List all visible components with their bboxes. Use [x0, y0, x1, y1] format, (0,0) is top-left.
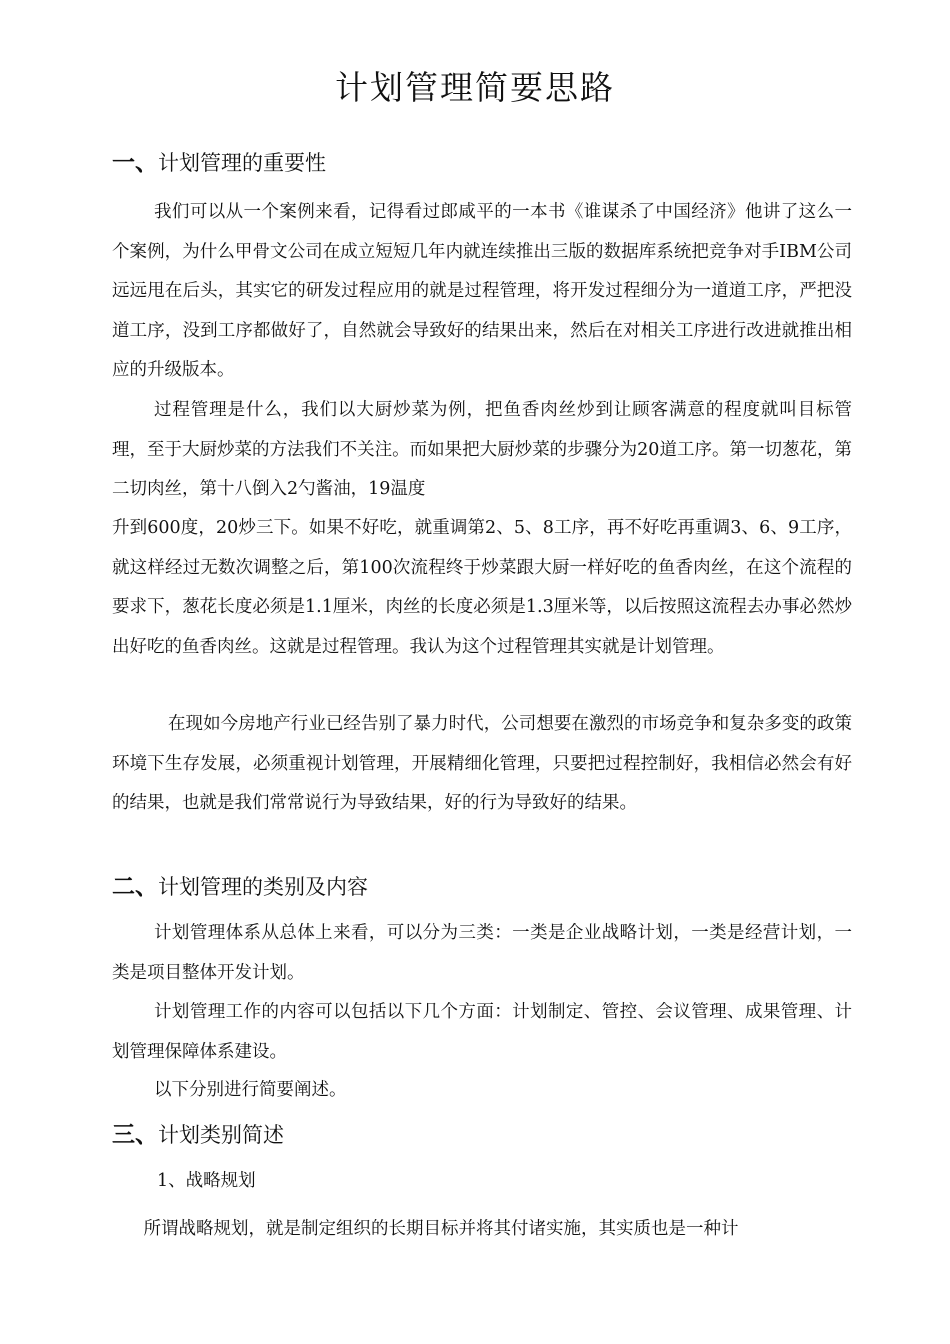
section-heading-3: [112, 1120, 284, 1150]
paragraph: 过程管理是什么，我们以大厨炒菜为例，把鱼香肉丝炒到让顾客满意的程度就叫目标管理，至于大厨炒菜的方法我们不关注。而如果把大厨炒菜的步骤分为20道工序。第一切葱花，第二切肉丝，第十八倒入2勺酱油，19温度: [112, 400, 852, 500]
section-heading-text: 计划管理的重要性: [158, 151, 326, 175]
paragraph: 在现如今房地产行业已经告别了暴力时代，公司想要在激烈的市场竞争和复杂多变的政策环境下生存发展，必须重视计划管理，开展精细化管理，只要把过程控制好，我相信必然会有好的结果，也就是我们常常说行为导致结果，好的行为导致好的结果。: [112, 714, 852, 814]
section-heading-text: 计划类别简述: [158, 1123, 284, 1147]
section-number: 一、: [112, 150, 158, 176]
paragraph: 所谓战略规划，就是制定组织的长期目标并将其付诸实施，其实质也是一种计: [143, 1219, 739, 1239]
section-heading-text: 计划管理的类别及内容: [158, 875, 368, 899]
section-heading-2: [112, 872, 368, 902]
page-title: 计划管理简要思路: [335, 68, 615, 107]
section-number: 三、: [112, 1122, 158, 1148]
sub-heading: 1、战略规划: [157, 1171, 256, 1191]
paragraph: 以下分别进行简要阐述。: [154, 1080, 347, 1100]
paragraph: 计划管理体系从总体上来看，可以分为三类：一类是企业战略计划，一类是经营计划，一类是项目整体开发计划。: [112, 923, 852, 983]
paragraph: 我们可以从一个案例来看，记得看过郎咸平的一本书《谁谋杀了中国经济》他讲了这么一个案例，为什么甲骨文公司在成立短短几年内就连续推出三版的数据库系统把竞争对手IBM公司远远甩在后头，其实它的研发过程应用的就是过程管理，将开发过程细分为一道道工序，严把没道工序，没到工序都做好了，自然就会导致好的结果出来，然后在对相关工序进行改进就推出相应的升级版本。: [112, 202, 852, 381]
paragraph: 计划管理工作的内容可以包括以下几个方面：计划制定、管控、会议管理、成果管理、计划管理保障体系建设。: [112, 1002, 852, 1062]
section-number: 二、: [112, 874, 158, 900]
paragraph: 升到600度，20炒三下。如果不好吃，就重调第2、5、8工序，再不好吃再重调3、6、9工序，就这样经过无数次调整之后，第100次流程终于炒菜跟大厨一样好吃的鱼香肉丝，在这个流程的要求下，葱花长度必须是1.1厘米，肉丝的长度必须是1.3厘米等，以后按照这流程去办事必然炒出好吃的鱼香肉丝。这就是过程管理。我认为这个过程管理其实就是计划管理。: [112, 518, 852, 657]
section-heading-1: [112, 148, 326, 178]
